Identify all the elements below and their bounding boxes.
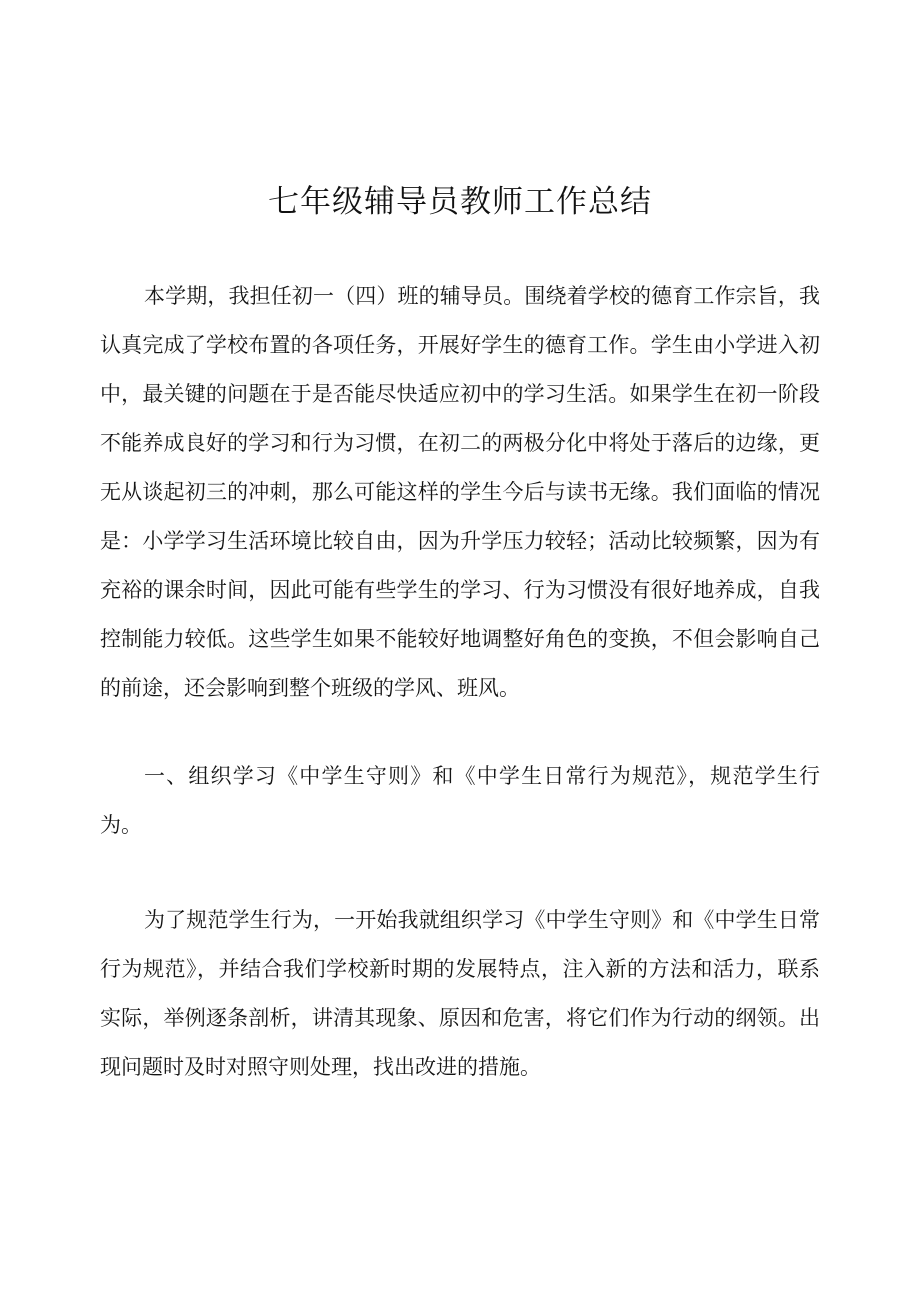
paragraph-section-heading: 一、组织学习《中学生守则》和《中学生日常行为规范》，规范学生行为。 [100, 764, 820, 837]
paragraph-section-body: 为了规范学生行为，一开始我就组织学习《中学生守则》和《中学生日常行为规范》，并结合我们学校新时期的发展特点，注入新的方法和活力，联系实际，举例逐条剖析，讲清其现象、原因和危害，将它们作为行动的纲领。出现问题时及时对照守则处理，找出改进的措施。 [100, 908, 820, 1079]
document-title: 七年级辅导员教师工作总结 [268, 184, 652, 220]
paragraph-intro: 本学期，我担任初一（四）班的辅导员。围绕着学校的德育工作宗旨，我认真完成了学校布置的各项任务，开展好学生的德育工作。学生由小学进入初中，最关键的问题在于是否能尽快适应初中的学习生活。如果学生在初一阶段不能养成良好的学习和行为习惯，在初二的两极分化中将处于落后的边缘，更无从谈起初三的冲刺，那么可能这样的学生今后与读书无缘。我们面临的情况是：小学学习生活环境比较自由，因为升学压力较轻；活动比较频繁，因为有充裕的课余时间，因此可能有些学生的学习、行为习惯没有很好地养成，自我控制能力较低。这些学生如果不能较好地调整好角色的变换，不但会影响自己的前途，还会影响到整个班级的学风、班风。 [100, 284, 820, 700]
